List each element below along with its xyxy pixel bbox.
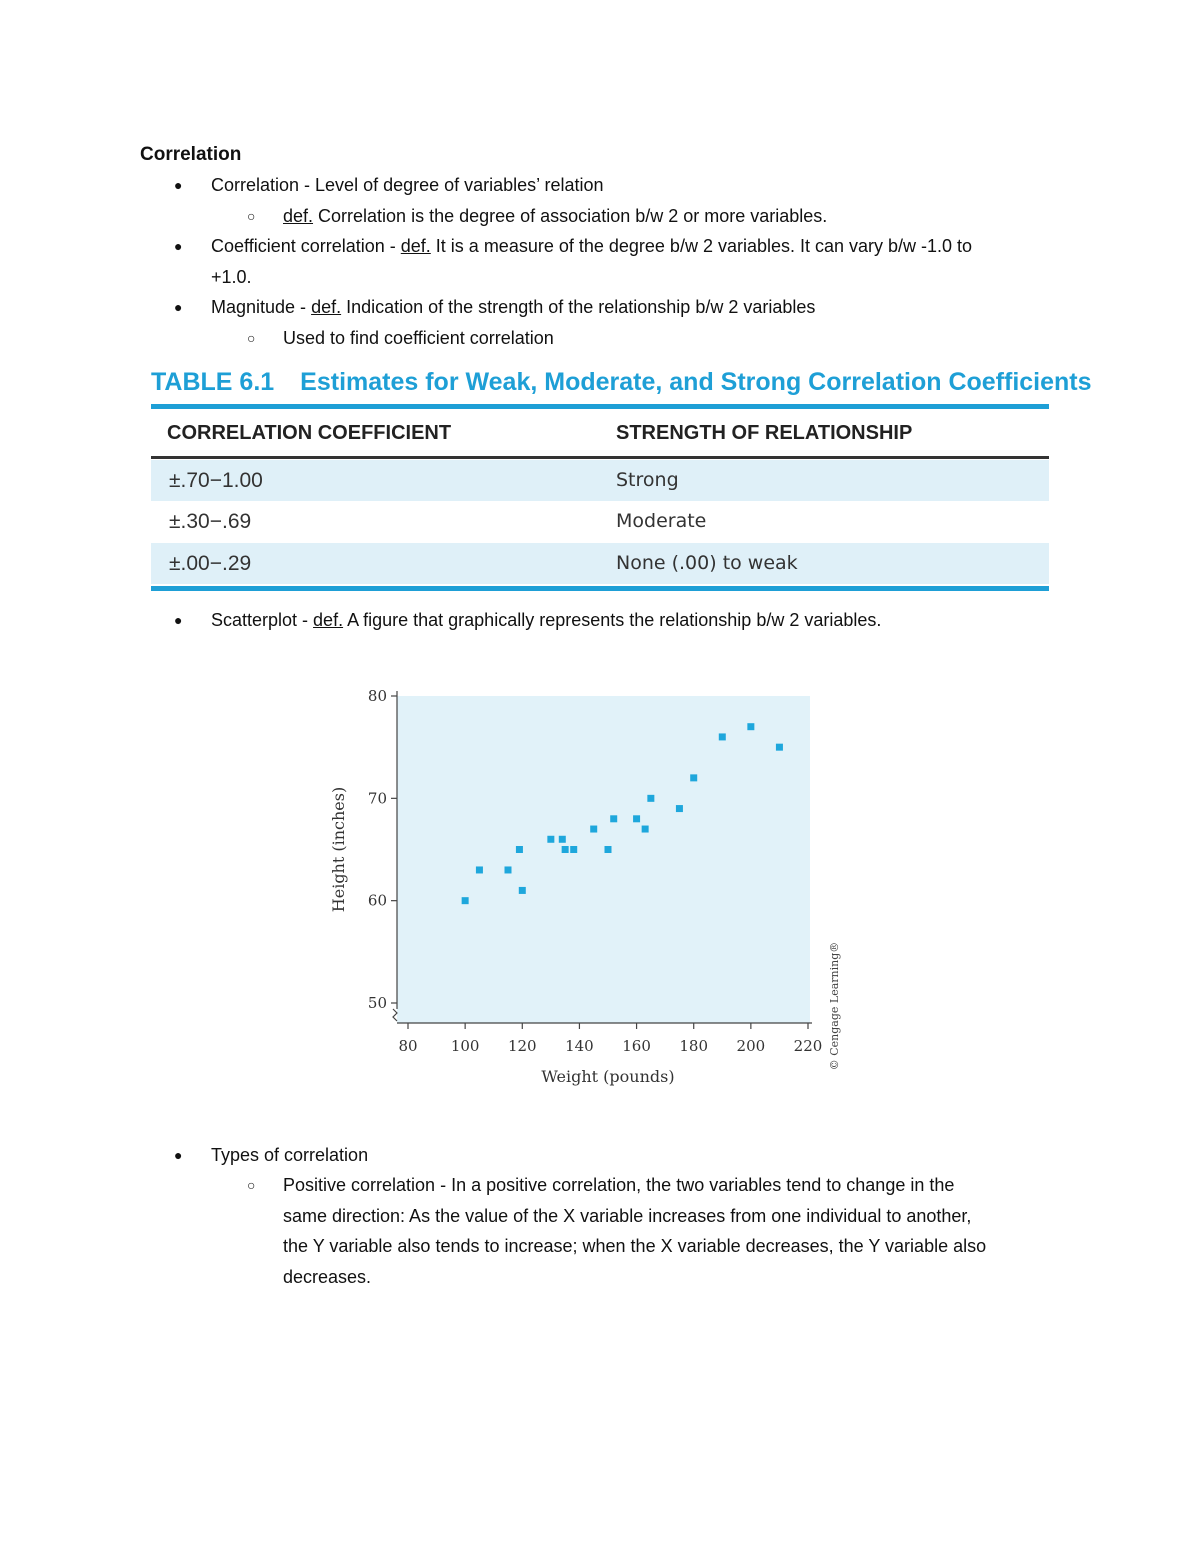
scatter-point xyxy=(547,836,554,843)
bullet-correlation: ● Correlation - Level of degree of variables’ relation xyxy=(211,174,604,196)
positive-text-line-4: decreases. xyxy=(283,1267,372,1287)
x-tick-label: 100 xyxy=(450,1037,480,1055)
plot-area xyxy=(397,696,810,1023)
def-text: Correlation is the degree of association b/w 2 or more variables. xyxy=(313,206,828,226)
scatter-point xyxy=(647,795,654,802)
bullet-types: ● Types of correlation xyxy=(211,1144,368,1166)
x-tick-label: 180 xyxy=(679,1037,709,1055)
scatter-point xyxy=(562,846,569,853)
def-label: def. xyxy=(311,297,342,317)
x-tick-label: 160 xyxy=(622,1037,651,1055)
scatterplot-figure xyxy=(320,676,850,1096)
table-header-coefficient: CORRELATION COEFFICIENT xyxy=(167,422,452,444)
x-tick-label: 140 xyxy=(565,1037,594,1055)
mag-text: Indication of the strength of the relationship b/w 2 variables xyxy=(341,297,816,317)
table-caption: Estimates for Weak, Moderate, and Strong Correlation Coefficients xyxy=(300,368,1092,396)
x-tick-label: 80 xyxy=(398,1037,418,1055)
table-cell-coefficient: ±.00−.29 xyxy=(169,552,252,575)
scatter-point xyxy=(642,826,649,833)
table-bottom-rule xyxy=(151,586,1049,591)
scatter-point xyxy=(590,826,597,833)
bullet-coefficient xyxy=(211,235,972,257)
positive-text-line-2: same direction: As the value of the X variable increases from one individual to another, xyxy=(283,1206,972,1226)
x-tick-label: 120 xyxy=(507,1037,537,1055)
scatter-point xyxy=(719,733,726,740)
scatter-point xyxy=(690,774,697,781)
scatter-point xyxy=(610,815,617,822)
scatter-point xyxy=(605,846,612,853)
page-heading: Correlation xyxy=(140,144,242,165)
table-header-rule xyxy=(151,456,1049,459)
table-title xyxy=(151,368,1092,397)
def-label: def. xyxy=(313,610,344,630)
table-row xyxy=(151,501,1049,542)
scatter-point xyxy=(519,887,526,894)
sub-magnitude: ○ Used to find coefficient correlation xyxy=(283,327,554,349)
copyright-credit: © Cengage Learning® xyxy=(828,941,841,1071)
def-label: def. xyxy=(283,206,314,226)
bullet-magnitude xyxy=(211,296,815,318)
scatter-point xyxy=(633,815,640,822)
scatter-point xyxy=(570,846,577,853)
scatterplot-chart xyxy=(320,676,850,1096)
y-tick-label: 80 xyxy=(367,687,387,705)
scatter-point xyxy=(747,723,754,730)
scatter-point xyxy=(476,866,483,873)
x-tick-label: 200 xyxy=(736,1037,766,1055)
table-number: TABLE 6.1 xyxy=(151,368,275,396)
coef-text: It is a measure of the degree b/w 2 variables. It can vary b/w -1.0 to xyxy=(430,236,973,256)
scatter-point xyxy=(505,866,512,873)
table-cell-strength: Moderate xyxy=(616,510,707,532)
y-tick-label: 70 xyxy=(367,789,387,808)
scatter-point xyxy=(559,836,566,843)
scatter-prefix: Scatterplot - xyxy=(211,610,314,630)
axis-break-icon xyxy=(393,1009,397,1021)
scatter-point xyxy=(516,846,523,853)
table-cell-coefficient: ±.70−1.00 xyxy=(169,469,263,492)
scatter-text: A figure that graphically represents the relationship b/w 2 variables. xyxy=(343,610,882,630)
positive-text-line-3: the Y variable also tends to increase; when the X variable decreases, the Y variable also xyxy=(283,1236,987,1256)
table-header-strength: STRENGTH OF RELATIONSHIP xyxy=(616,422,913,444)
table-row xyxy=(151,543,1049,584)
bullet-scatterplot xyxy=(211,609,881,631)
x-axis-label: Weight (pounds) xyxy=(541,1067,675,1086)
coef-text-continued: +1.0. xyxy=(211,267,252,287)
sub-correlation-def xyxy=(283,205,827,227)
table-row xyxy=(151,460,1049,501)
mag-prefix: Magnitude - xyxy=(211,297,312,317)
table-cell-coefficient: ±.30−.69 xyxy=(169,510,252,533)
table-cell-strength: None (.00) to weak xyxy=(616,552,798,574)
def-label: def. xyxy=(400,236,431,256)
scatter-point xyxy=(462,897,469,904)
y-axis-label: Height (inches) xyxy=(329,786,348,913)
x-tick-label: 220 xyxy=(793,1037,823,1055)
scatter-point xyxy=(776,744,783,751)
coef-prefix: Coefficient correlation - xyxy=(211,236,401,256)
scatter-point xyxy=(676,805,683,812)
table-top-rule xyxy=(151,404,1049,409)
y-tick-label: 50 xyxy=(367,994,387,1012)
y-tick-label: 60 xyxy=(367,891,387,910)
sub-positive-correlation: ○ Positive correlation - In a positive correlation, the two variables tend to change in the xyxy=(283,1174,954,1196)
table-cell-strength: Strong xyxy=(616,469,679,491)
